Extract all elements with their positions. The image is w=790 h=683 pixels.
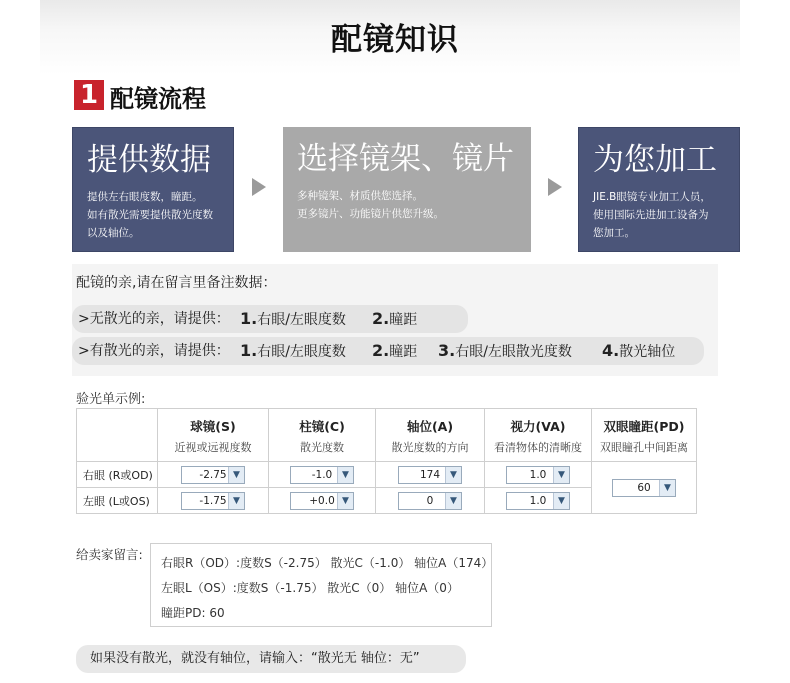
page-title: 配镜知识 [331,22,459,58]
note-text: 右眼/左眼散光度数 [455,344,572,360]
bottom-note [76,645,466,673]
row-label-left-eye: 左眼 (L或OS) [77,488,158,514]
step-heading: 选择镜架、镜片 [297,141,514,177]
message-line-left-eye: 左眼L（OS）:度数S（-1.75） 散光C（0） 轴位A（0） [161,581,459,595]
select-value: 1.0 [529,468,547,481]
acuity-select-right[interactable] [506,466,570,484]
step-description: 提供左右眼度数，瞳距。 如有散光需要提供散光度数 以及轴位。 [87,191,213,239]
column-header [592,409,697,462]
pd-select[interactable] [612,479,676,497]
column-subtitle: 近视或远视度数 [174,441,252,454]
chevron-down-icon[interactable]: ▼ [445,493,461,509]
note-row-no-astigmatism [72,305,468,333]
chevron-down-icon[interactable]: ▼ [553,493,569,509]
column-header [158,409,269,462]
acuity-select-left[interactable] [506,492,570,510]
row-label-right-eye: 右眼 (R或OD) [77,462,158,488]
section-number-badge: 1 [74,80,104,110]
note-item-4 [602,337,675,366]
example-label: 验光单示例: [76,392,146,407]
arrow-right-icon [252,178,266,196]
chevron-down-icon[interactable]: ▼ [228,493,244,509]
note-item-2 [372,337,417,366]
select-value: 60 [637,481,651,494]
step-processing [578,127,740,252]
column-subtitle: 看清物体的清晰度 [494,441,582,454]
column-title: 视力(VA) [510,419,566,434]
cylinder-select-right[interactable] [290,466,354,484]
seller-message-label: 给卖家留言: [76,547,143,562]
notes-title: 配镜的亲,请在留言里备注数据： [76,275,277,291]
chevron-down-icon[interactable]: ▼ [445,467,461,483]
step-heading: 为您加工 [593,142,717,178]
note-number: 4. [602,341,620,360]
select-value: -1.75 [199,494,227,507]
note-text: 瞳距 [389,312,418,328]
axis-select-left[interactable] [398,492,462,510]
note-number: 2. [372,341,390,360]
cylinder-select-left[interactable] [290,492,354,510]
seller-message-box[interactable] [150,543,492,627]
note-item-1 [240,305,346,334]
note-number: 3. [438,341,456,360]
select-value: -1.0 [311,468,333,481]
chevron-down-icon[interactable]: ▼ [659,480,675,496]
bottom-note-text: 如果没有散光，就没有轴位，请输入：“散光无 轴位：无” [90,651,420,666]
note-text: 右眼/左眼度数 [257,344,346,360]
step-provide-data [72,127,234,252]
message-line-right-eye: 右眼R（OD）:度数S（-2.75） 散光C（-1.0） 轴位A（174） [161,556,494,570]
column-header [485,409,592,462]
column-title: 轴位(A) [406,419,454,434]
select-value: 1.0 [529,494,547,507]
column-subtitle: 散光度数 [300,441,344,454]
note-intro: >无散光的亲，请提供： [78,311,230,327]
chevron-down-icon[interactable]: ▼ [337,467,353,483]
note-text: 散光轴位 [619,344,676,360]
step-description: JIE.B眼镜专业加工人员， 使用国际先进加工设备为 您加工。 [593,191,711,239]
note-item-1 [240,337,346,366]
select-value: 0 [426,494,434,507]
message-line-pd: 瞳距PD: 60 [161,606,225,620]
chevron-down-icon[interactable]: ▼ [553,467,569,483]
note-text: 右眼/左眼度数 [257,312,346,328]
select-value: -2.75 [199,468,227,481]
column-title: 球镜(S) [190,419,236,434]
chevron-down-icon[interactable]: ▼ [337,493,353,509]
column-header [376,409,485,462]
note-number: 1. [240,309,258,328]
column-title: 双眼瞳距(PD) [603,419,685,434]
select-value: 174 [419,468,441,481]
section-title: 配镜流程 [110,85,206,113]
column-header [269,409,376,462]
select-value: +0.0 [309,494,335,507]
sphere-select-left[interactable] [181,492,245,510]
column-title: 柱镜(C) [299,419,345,434]
step-heading: 提供数据 [87,142,211,178]
note-intro: >有散光的亲，请提供： [78,343,230,359]
axis-select-right[interactable] [398,466,462,484]
corner-cell [77,409,158,462]
step-choose-frame [283,127,531,252]
arrow-right-icon [548,178,562,196]
note-item-2 [372,305,417,334]
sphere-select-right[interactable] [181,466,245,484]
prescription-table [76,408,697,514]
note-item-3 [438,337,572,366]
chevron-down-icon[interactable]: ▼ [228,467,244,483]
note-row-astigmatism [72,337,704,365]
note-number: 2. [372,309,390,328]
note-text: 瞳距 [389,344,418,360]
column-subtitle: 散光度数的方向 [391,441,469,454]
note-number: 1. [240,341,258,360]
column-subtitle: 双眼瞳孔中间距离 [600,441,688,454]
step-description: 多种镜架、材质供您选择。 更多镜片、功能镜片供您升级。 [297,190,444,220]
